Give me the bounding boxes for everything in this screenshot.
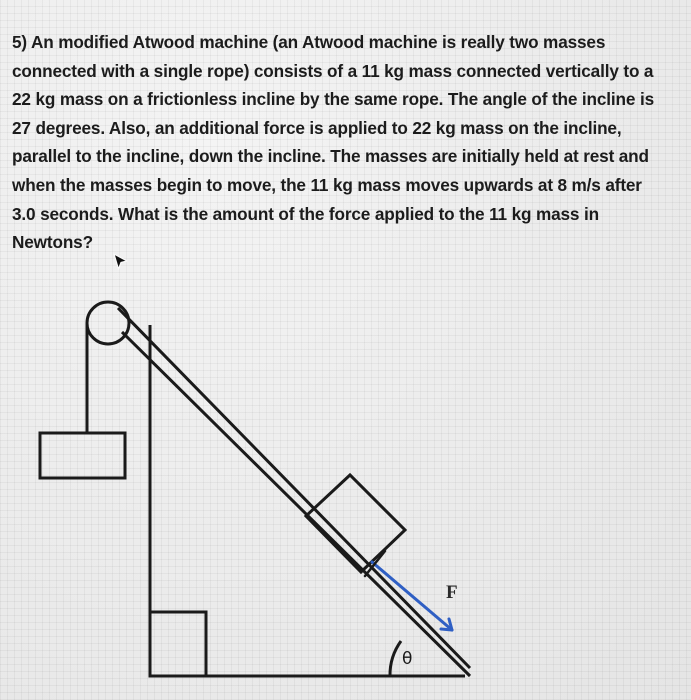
incline-rope-upper bbox=[118, 308, 470, 668]
angle-arc bbox=[390, 641, 401, 676]
incline-surface bbox=[122, 332, 470, 676]
question-line-8: Newtons? bbox=[12, 232, 93, 253]
force-label: F bbox=[446, 582, 458, 603]
question-line-2: connected with a single rope) consists of a 11 kg mass connected vertically to a bbox=[12, 60, 654, 81]
right-angle-marker bbox=[150, 612, 206, 676]
force-arrow bbox=[365, 551, 452, 630]
question-line-5: parallel to the incline, down the incline. The masses are initially held at rest and bbox=[12, 146, 649, 167]
question-line-6: when the masses begin to move, the 11 kg mass moves upwards at 8 m/s after bbox=[12, 174, 642, 195]
question-line-4: 27 degrees. Also, an additional force is applied to 22 kg mass on the incline, bbox=[12, 117, 622, 138]
angle-label: θ bbox=[402, 649, 413, 669]
hanging-mass bbox=[40, 433, 125, 478]
question-line-3: 22 kg mass on a frictionless incline by the same rope. The angle of the incline is bbox=[12, 89, 654, 110]
question-line-1: 5) An modified Atwood machine (an Atwood machine is really two masses bbox=[12, 32, 606, 52]
pulley bbox=[87, 302, 129, 344]
incline-mass bbox=[306, 475, 405, 572]
question-line-7: 3.0 seconds. What is the amount of the force applied to the 11 kg mass in bbox=[12, 203, 599, 224]
